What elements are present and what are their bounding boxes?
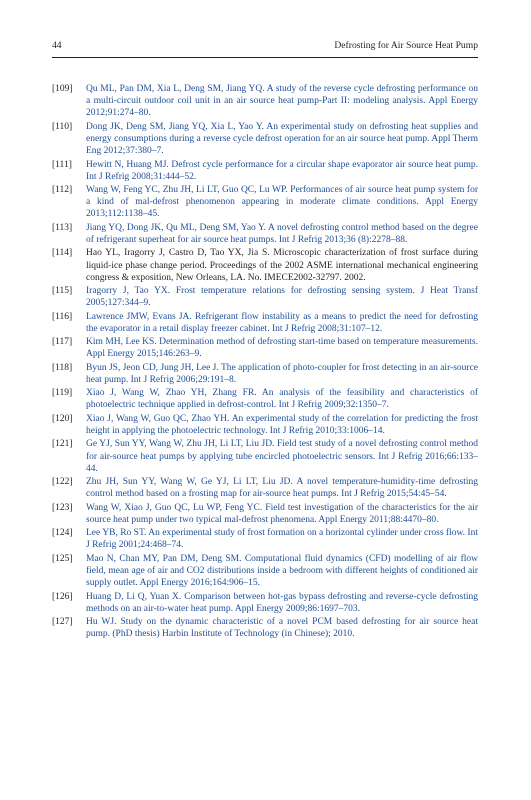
reference-entry[interactable] (52, 336, 478, 360)
reference-number: [120] (52, 413, 73, 424)
reference-text[interactable]: Qu ML, Pan DM, Xia L, Deng SM, Jiang YQ. A study of the reverse cycle defrosting performance on a multi-circuit outdoor coil unit in an air source heat pump-Part II: modeling analysis. Appl Energy 2012;91:274–80. (86, 84, 478, 119)
reference-entry[interactable] (52, 438, 478, 475)
reference-text[interactable]: Hewitt N, Huang MJ. Defrost cycle performance for a circular shape evaporator air source heat pump. Int J Refrig 2008;31:444–52. (86, 159, 478, 182)
reference-text[interactable]: Dong JK, Deng SM, Jiang YQ, Xia L, Yao Y. An experimental study on defrosting heat supplies and energy consumptions during a reverse cycle defrost operation for an air source heat pump. Appl Therm Eng 2012;37:380–7. (86, 121, 478, 157)
reference-number: [110] (52, 121, 73, 132)
reference-entry[interactable] (52, 362, 478, 386)
reference-text[interactable]: Kim MH, Lee KS. Determination method of defrosting start-time based on temperature measurements. Appl Energy 2015;146:263–9. (86, 337, 478, 360)
reference-entry[interactable] (52, 591, 478, 615)
reference-list (52, 83, 478, 642)
reference-text[interactable]: Wang W, Xiao J, Guo QC, Lu WP, Feng YC. Field test investigation of the characteristics for the air source heat pump under two typical mal-defrost phenomena. Appl Energy 2011;88:4470–80. (86, 502, 478, 525)
reference-number: [112] (52, 185, 73, 196)
reference-entry[interactable] (52, 184, 478, 221)
reference-number: [122] (52, 477, 73, 488)
reference-number: [114] (52, 248, 73, 259)
reference-entry[interactable] (52, 553, 478, 590)
running-title: Defrosting for Air Source Heat Pump (334, 40, 478, 51)
reference-entry[interactable] (52, 222, 478, 246)
reference-text[interactable]: Hu WJ. Study on the dynamic characteristic of a novel PCM based defrosting for air source heat pump. (PhD thesis) Harbin Institute of Technology (in Chinese); 2010. (86, 617, 478, 640)
reference-number: [109] (52, 84, 73, 94)
page-number: 44 (52, 40, 62, 51)
reference-entry[interactable] (52, 311, 478, 335)
reference-entry (52, 247, 478, 284)
reference-entry[interactable] (52, 387, 478, 411)
reference-number: [115] (52, 286, 73, 297)
reference-text[interactable]: Byun JS, Jeon CD, Jung JH, Lee J. The application of photo-coupler for frost detecting in an air-source heat pump. Int J Refrig 2006;29:191–8. (86, 362, 478, 385)
reference-text: Hao YL, Iragorry J, Castro D, Tao YX, Jia S. Microscopic characterization of frost surface during liquid-ice phase change period. Proceedings of the 2002 ASME international mechanical engineering congress & exposition, New Orleans, LA. No. IMECE2002-32797. 2002. (86, 248, 478, 283)
reference-number: [121] (52, 439, 73, 450)
reference-entry[interactable] (52, 83, 478, 120)
reference-text[interactable]: Iragorry J, Tao YX. Frost temperature relations for defrosting sensing system. J Heat Transf 2005;127:344–9. (86, 286, 478, 309)
reference-entry[interactable] (52, 476, 478, 500)
reference-number: [119] (52, 388, 73, 399)
reference-text[interactable]: Mao N, Chan MY, Pan DM, Deng SM. Computational fluid dynamics (CFD) modelling of air flow field, mean age of air and CO2 distributions inside a bedroom with different heights of conditioned air supply outlet. Appl Energy 2016;164:906–15. (86, 553, 478, 589)
reference-entry[interactable] (52, 285, 478, 309)
reference-entry[interactable] (52, 527, 478, 551)
reference-number: [124] (52, 528, 73, 539)
reference-number: [113] (52, 222, 73, 233)
reference-entry[interactable] (52, 121, 478, 158)
reference-number: [111] (52, 159, 72, 170)
reference-text[interactable]: Ge YJ, Sun YY, Wang W, Zhu JH, Li LT, Liu JD. Field test study of a novel defrosting control method for air-source heat pumps by applying tube encircled photoelectric sensors. Int J Refrig 2016;66:133–44. (86, 439, 478, 474)
reference-entry[interactable] (52, 413, 478, 437)
reference-number: [116] (52, 311, 73, 322)
reference-text[interactable]: Lawrence JMW, Evans JA. Refrigerant flow instability as a means to predict the need for defrosting the evaporator in a retail display freezer cabinet. Int J Refrig 2008;31:107–12. (86, 311, 478, 334)
reference-number: [125] (52, 553, 73, 564)
reference-text[interactable]: Huang D, Li Q, Yuan X. Comparison between hot-gas bypass defrosting and reverse-cycle defrosting methods on an air-to-water heat pump. Appl Energy 2009;86:1697–703. (86, 591, 478, 614)
reference-number: [126] (52, 591, 73, 602)
reference-number: [117] (52, 337, 73, 348)
reference-number: [123] (52, 502, 73, 513)
reference-entry[interactable] (52, 159, 478, 183)
reference-text[interactable]: Jiang YQ, Dong JK, Qu ML, Deng SM, Yao Y. A novel defrosting control method based on the degree of refrigerant superheat for air source heat pumps. Int J Refrig 2013;36 (8):2278–88. (86, 222, 478, 245)
reference-entry[interactable] (52, 502, 478, 526)
reference-text[interactable]: Wang W, Feng YC, Zhu JH, Li LT, Guo QC, Lu WP. Performances of air source heat pump system for a kind of mal-defrost phenomenon appearing in moderate climate conditions. Appl Energy 2013;112:1138–45. (86, 185, 478, 220)
header-rule (52, 57, 478, 58)
reference-text[interactable]: Zhu JH, Sun YY, Wang W, Ge YJ, Li LT, Liu JD. A novel temperature-humidity-time defrosting control method based on a frosting map for air-source heat pumps. Int J Refrig 2015;54:45–54. (86, 477, 478, 500)
reference-text[interactable]: Lee YB, Ro ST. An experimental study of frost formation on a horizontal cylinder under cross flow. Int J Refrig 2001;24:468–74. (86, 528, 478, 551)
reference-text[interactable]: Xiao J, Wang W, Guo QC, Zhao YH. An experimental study of the correlation for predicting the frost height in applying the photoelectric technology. Int J Refrig 2010;33:1006–14. (86, 413, 478, 437)
reference-number: [118] (52, 362, 73, 373)
reference-number: [127] (52, 617, 73, 628)
reference-text[interactable]: Xiao J, Wang W, Zhao YH, Zhang FR. An analysis of the feasibility and characteristics of photoelectric technique applied in defrost-control. Int J Refrig 2009;32:1350–7. (86, 388, 478, 411)
reference-entry[interactable] (52, 616, 478, 640)
